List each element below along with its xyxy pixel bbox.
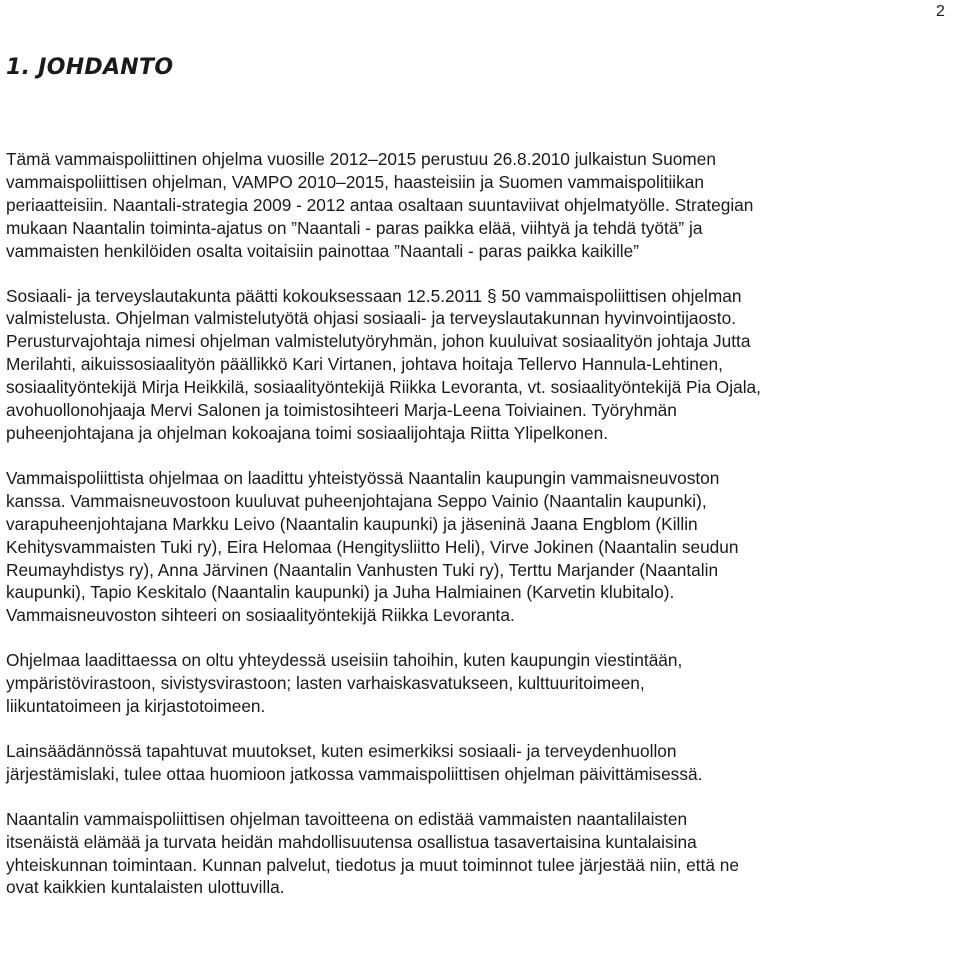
paragraph-gap xyxy=(6,263,958,285)
text-line: Reumayhdistys ry), Anna Järvinen (Naantalin Vanhusten Tuki ry), Terttu Marjander (Naantalin xyxy=(6,559,719,580)
text-line: valmistelusta. Ohjelman valmistelutyötä ohjasi sosiaali- ja terveyslautakunnan hyvinvointijaosto. xyxy=(6,308,737,329)
text-line: vammaisten henkilöiden osalta voitaisiin painottaa ”Naantali - paras paikka kaikille” xyxy=(6,240,640,261)
text-line: sosiaalityöntekijä Mirja Heikkilä, sosiaalityöntekijä Riikka Levoranta, vt. sosiaalityöntekijä Pia Ojala, xyxy=(6,377,761,398)
text-line: ovat kaikkien kuntalaisten ulottuvilla. xyxy=(6,877,285,898)
text-line: järjestämislaki, tulee ottaa huomioon jatkossa vammaispoliittisen ohjelman päivittämisessä. xyxy=(6,763,703,784)
paragraph-gap xyxy=(6,627,958,649)
paragraph-council xyxy=(6,467,958,627)
text-line: Merilahti, aikuissosiaalityön päällikkö Kari Virtanen, johtava hoitaja Tellervo Hannula-Lehtinen, xyxy=(6,354,723,375)
text-line: Vammaisneuvoston sihteeri on sosiaalityöntekijä Riikka Levoranta. xyxy=(6,605,515,626)
paragraph-goal xyxy=(6,808,958,900)
text-line: vammaispoliittisen ohjelman, VAMPO 2010–2015, haasteisiin ja Suomen vammaispolitiikan xyxy=(6,171,704,192)
text-line: Ohjelmaa laadittaessa on oltu yhteydessä useisiin tahoihin, kuten kaupungin viestintään, xyxy=(6,650,683,671)
text-line: kanssa. Vammaisneuvostoon kuuluvat puheenjohtajana Seppo Vainio (Naantalin kaupunki), xyxy=(6,490,707,511)
text-line: Sosiaali- ja terveyslautakunta päätti kokouksessaan 12.5.2011 § 50 vammaispoliittisen ohjelman xyxy=(6,285,742,306)
paragraph-gap xyxy=(6,718,958,740)
text-line: mukaan Naantalin toiminta-ajatus on ”Naantali - paras paikka elää, viihtyä ja tehdä työtä” ja xyxy=(6,217,703,238)
text-line: periaatteisiin. Naantali-strategia 2009 - 2012 antaa osaltaan suuntaviivat ohjelmatyölle. Strategian xyxy=(6,194,754,215)
text-line: yhteiskunnan toimintaan. Kunnan palvelut, tiedotus ja muut toiminnot tulee järjestää niin, että ne xyxy=(6,854,739,875)
text-line: Vammaispoliittista ohjelmaa on laadittu yhteistyössä Naantalin kaupungin vammaisneuvoston xyxy=(6,467,720,488)
text-line: liikuntatoimeen ja kirjastotoimeen. xyxy=(6,696,266,717)
text-line: Lainsäädännössä tapahtuvat muutokset, kuten esimerkiksi sosiaali- ja terveydenhuollon xyxy=(6,740,677,761)
paragraph-contacts xyxy=(6,649,958,718)
text-line: varapuheenjohtajana Markku Leivo (Naantalin kaupunki) ja jäseninä Jaana Engblom (Killin xyxy=(6,513,698,534)
paragraph-legislation xyxy=(6,740,958,786)
paragraph-gap xyxy=(6,786,958,808)
text-line: puheenjohtajana ja ohjelman kokoajana toimi sosiaalijohtaja Riitta Ylipelkonen. xyxy=(6,422,609,443)
text-line: avohuollonohjaaja Mervi Salonen ja toimistosihteeri Marja-Leena Toiviainen. Työryhmän xyxy=(6,400,677,421)
paragraph-gap xyxy=(6,445,958,467)
text-line: Kehitysvammaisten Tuki ry), Eira Helomaa (Hengitysliitto Heli), Virve Jokinen (Naantalin seudun xyxy=(6,536,739,557)
paragraph-preparation xyxy=(6,285,958,445)
page-number: 2 xyxy=(936,3,945,20)
text-line: kaupunki), Tapio Keskitalo (Naantalin kaupunki) ja Juha Halmiainen (Karvetin klubitalo). xyxy=(6,582,675,603)
section-heading: 1. JOHDANTO xyxy=(6,55,174,80)
body-text xyxy=(6,148,958,899)
paragraph-intro xyxy=(6,148,958,263)
text-line: ympäristövirastoon, sivistysvirastoon; lasten varhaiskasvatukseen, kulttuuritoimeen, xyxy=(6,673,645,694)
text-line: Perusturvajohtaja nimesi ohjelman valmistelutyöryhmän, johon kuuluivat sosiaalityön johtaja Jutta xyxy=(6,331,751,352)
text-line: itsenäistä elämää ja turvata heidän mahdollisuutensa osallistua tasavertaisina kuntalaisina xyxy=(6,831,697,852)
text-line: Naantalin vammaispoliittisen ohjelman tavoitteena on edistää vammaisten naantalilaisten xyxy=(6,808,688,829)
text-line: Tämä vammaispoliittinen ohjelma vuosille 2012–2015 perustuu 26.8.2010 julkaistun Suomen xyxy=(6,149,716,169)
